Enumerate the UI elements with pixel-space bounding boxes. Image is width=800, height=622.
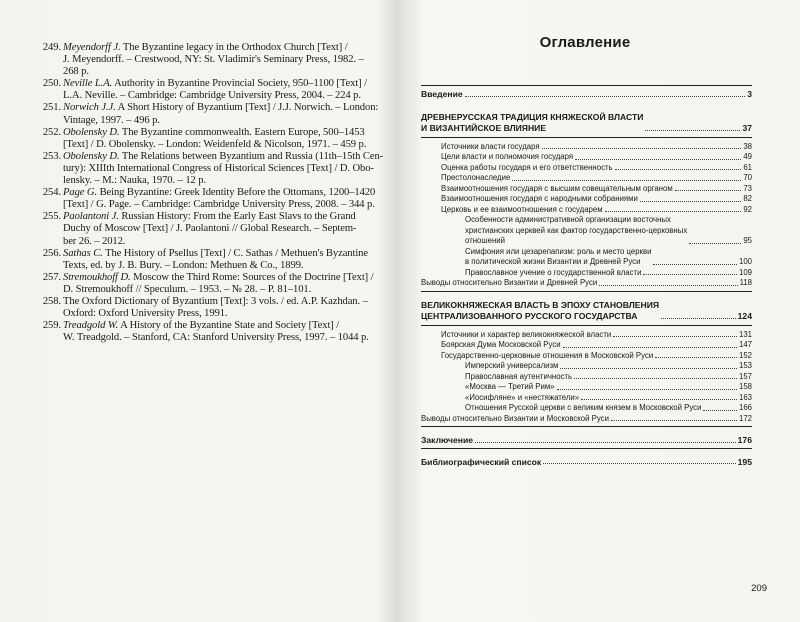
toc-entry-label: «Москва — Третий Рим»	[465, 382, 555, 391]
bibliography-entry	[33, 42, 395, 78]
bibliography-entry	[33, 272, 395, 296]
toc-leader	[643, 274, 737, 275]
toc-entry-label: Престолонаследие	[441, 173, 511, 182]
toc-leader	[575, 159, 741, 160]
toc-leader	[661, 318, 736, 319]
toc-subsection	[421, 247, 752, 268]
toc-entry-page: 95	[743, 236, 752, 245]
toc-section	[421, 205, 752, 216]
toc-entry-page: 70	[743, 173, 752, 182]
toc-entry-label: Отношения Русской церкви с великим князем в Московской Руси	[465, 403, 702, 412]
bibliography-entry	[33, 78, 395, 102]
toc-leader	[563, 347, 737, 348]
toc-leader	[543, 463, 735, 464]
toc-conclusion	[421, 435, 752, 446]
toc-entry-label: Имперский универсализм	[465, 361, 559, 370]
toc-bibliography	[421, 457, 752, 468]
toc-title: Оглавление	[539, 34, 631, 51]
toc-section	[421, 414, 752, 425]
entry-number: 249.	[42, 42, 61, 53]
toc-entry-label: Православная аутентичность	[465, 371, 573, 381]
bibliography-entry	[33, 187, 395, 211]
toc-bibliography-page: 195	[737, 456, 752, 467]
toc-leader	[640, 201, 741, 202]
toc-leader	[611, 420, 737, 421]
toc-section	[421, 173, 752, 184]
toc-leader	[615, 169, 742, 170]
entry-number: 250.	[42, 78, 61, 90]
toc-subsection	[421, 361, 752, 372]
toc-subsection	[421, 403, 752, 414]
chapter-1-conclusion-label: Выводы относительно Византии и Древней Руси	[421, 278, 598, 287]
toc-entry-page: 163	[738, 392, 752, 402]
toc-entry-label: Церковь и ее взаимоотношения с государем	[441, 204, 603, 214]
toc-leader	[645, 130, 740, 131]
toc-intro	[421, 89, 752, 100]
toc-entry-page: 73	[743, 183, 752, 193]
toc-leader	[655, 357, 737, 358]
toc-subsection	[421, 268, 752, 279]
toc-leader	[512, 180, 741, 181]
entry-number: 255.	[42, 211, 61, 223]
toc-entry-page: 92	[743, 204, 752, 214]
toc-section	[421, 194, 752, 205]
toc-subsection	[421, 215, 752, 247]
entry-author: Meyendorff J.	[63, 42, 121, 53]
entry-text: The Byzantine legacy in the Orthodox Church [Text] / J. Meyendorff. – Crestwood, NY: St. Vladimir's Seminary Press, 1982. – 268 p.	[63, 42, 364, 78]
toc-entry-label: Источники власти государя	[441, 141, 540, 151]
entry-number: 256.	[42, 247, 61, 259]
entry-text: Russian History: From the Early East Slavs to the Grand Duchy of Moscow [Text] / J. Paolantoni // Global Research. – Septem- ber 26. – 2012.	[63, 211, 357, 247]
chapter-2-conclusion-page: 172	[738, 413, 752, 423]
toc-entry-page: 166	[738, 403, 752, 412]
entry-number: 259.	[42, 320, 61, 332]
entry-text: The Relations between Byzantium and Russia (11th–15th Cen- tury): XIIIth International Congress of Historical Sciences [Text] / D. Obo- lensky. – M.: Nauka, 1970. – 12 p.	[63, 150, 384, 187]
toc-section	[421, 142, 752, 153]
entry-text: Authority in Byzantine Provincial Society, 950–1100 [Text] / L.A. Neville. – Cambridge: Cambridge University Press, 2004. – 224 p.	[63, 78, 367, 102]
toc-intro-label: Введение	[421, 89, 463, 99]
toc-entry-page: 131	[738, 329, 752, 339]
toc-leader	[675, 190, 742, 191]
toc-entry-label: Источники и характер великокняжеской власти	[441, 329, 612, 339]
chapter-2-subsections	[421, 361, 752, 414]
toc-leader	[599, 285, 737, 286]
toc-entry-page: 109	[738, 267, 752, 277]
toc-entry-label: Особенности административной организации восточных христианских церквей как фактор государственно-церковных отношений	[465, 215, 688, 245]
left-page	[0, 0, 398, 622]
chapter-1-sections	[421, 142, 752, 216]
entry-number: 257.	[42, 271, 61, 283]
toc-chapter-2	[421, 300, 752, 322]
toc-entry-page: 152	[738, 350, 752, 360]
toc-intro-page: 3	[747, 89, 752, 99]
entry-author: Obolensky D.	[63, 150, 120, 162]
entry-number: 254.	[42, 187, 61, 199]
entry-text: Being Byzantine: Greek Identity Before the Ottomans, 1200–1420 [Text] / G. Page. – Cambridge: Cambridge University Press, 2008. – 344 p.	[63, 187, 376, 211]
chapter-2-page: 124	[737, 311, 752, 321]
entry-author: Obolensky D.	[63, 126, 120, 138]
toc-section	[421, 340, 752, 351]
bibliography-entry	[33, 211, 395, 247]
entry-number: 251.	[42, 102, 61, 114]
toc-section	[421, 351, 752, 362]
chapter-1-conclusion-page: 118	[739, 278, 752, 287]
toc-entry-page: 49	[743, 152, 752, 161]
toc-subsection	[421, 382, 752, 393]
chapter-2-conclusion-label: Выводы относительно Византии и Московской Руси	[421, 413, 609, 423]
toc-subsection	[421, 372, 752, 383]
toc-entry-page: 153	[738, 361, 752, 370]
entry-author: Sathas C.	[63, 247, 103, 259]
toc-conclusion-page: 176	[737, 435, 752, 445]
entry-author: Neville L.A.	[63, 78, 113, 90]
chapter-1-page: 37	[742, 123, 752, 133]
toc-leader	[653, 264, 737, 265]
entry-text: The History of Psellus [Text] / C. Sathas / Methuen's Byzantine Texts, ed. by J. B. Bury. – London: Methuen & Co., 1899.	[63, 247, 368, 271]
toc-section	[421, 184, 752, 195]
toc-entry-label: «Иосифляне» и «нестяжатели»	[465, 392, 580, 402]
right-page	[400, 0, 800, 622]
toc-leader	[542, 148, 742, 149]
toc-entry-label: Государственно-церковные отношения в Московской Руси	[441, 350, 654, 360]
entry-author: Stremoukhoff D.	[63, 271, 131, 283]
toc-leader	[557, 389, 737, 390]
toc-entry-label: Цели власти и полномочия государя	[441, 152, 574, 161]
bibliography-list	[33, 42, 395, 344]
toc-entry-page: 82	[743, 194, 752, 203]
chapter-1-subsections	[421, 215, 752, 278]
toc-leader	[581, 399, 737, 400]
toc-entry-page: 38	[743, 141, 752, 151]
toc-bibliography-label: Библиографический список	[421, 456, 542, 467]
toc-subsection	[421, 393, 752, 404]
toc-entry-page: 158	[738, 382, 752, 391]
bibliography-entry	[33, 248, 395, 272]
toc-leader	[574, 378, 737, 379]
bibliography-entry	[33, 151, 395, 187]
toc-leader	[475, 442, 736, 443]
entry-author: Treadgold W.	[63, 320, 119, 332]
entry-text: A Short History of Byzantium [Text] / J.J. Norwich. – London: Vintage, 1997. – 496 p.	[63, 102, 379, 126]
toc-entry-label: Взаимоотношения государя с народными собраниями	[441, 194, 638, 203]
table-of-contents	[421, 85, 752, 467]
bibliography-entry	[33, 320, 395, 344]
toc-entry-label: Взаимоотношения государя с высшим совещательным органом	[441, 183, 673, 193]
entry-author: Norwich J.J.	[63, 102, 116, 114]
entry-text: Moscow the Third Rome: Sources of the Doctrine [Text] / D. Stremoukhoff // Speculum. – 1953. – № 28. – P. 81–101.	[63, 271, 374, 295]
toc-leader	[465, 96, 746, 97]
chapter-1-title: ДРЕВНЕРУССКАЯ ТРАДИЦИЯ КНЯЖЕСКОЙ ВЛАСТИ И ВИЗАНТИЙСКОЕ ВЛИЯНИЕ	[421, 111, 644, 133]
toc-entry-page: 157	[738, 371, 752, 381]
entry-author: Paolantoni J.	[63, 211, 119, 223]
toc-leader	[703, 410, 737, 411]
toc-conclusion-label: Заключение	[421, 435, 474, 445]
toc-section	[421, 152, 752, 163]
toc-rule	[421, 85, 752, 86]
entry-text: The Byzantine commonwealth. Eastern Europe, 500–1453 [Text] / D. Obolensky. – London: Weidenfeld & Nicolson, 1971. – 459 p.	[63, 126, 367, 150]
chapter-2-sections	[421, 330, 752, 362]
toc-entry-label: Оценка работы государя и его ответственность	[441, 162, 613, 172]
toc-leader	[613, 336, 737, 337]
toc-entry-label: Православное учение о государственной власти	[465, 267, 642, 277]
toc-chapter-1	[421, 112, 752, 134]
toc-section	[421, 278, 752, 289]
entry-number: 258.	[42, 295, 61, 307]
entry-text: The Oxford Dictionary of Byzantium [Text]: 3 vols. / ed. A.P. Kazhdan. – Oxford: Oxford University Press, 1991.	[63, 295, 368, 320]
chapter-2-title: ВЕЛИКОКНЯЖЕСКАЯ ВЛАСТЬ В ЭПОХУ СТАНОВЛЕНИЯ ЦЕНТРАЛИЗОВАННОГО РУССКОГО ГОСУДАРСТВА	[421, 299, 660, 321]
toc-leader	[560, 368, 737, 369]
toc-leader	[605, 211, 742, 212]
entry-text: A History of the Byzantine State and Society [Text] / W. Treadgold. – Stanford, CA: Stanford University Press, 1997. – 1044 p.	[63, 320, 369, 344]
toc-entry-page: 100	[738, 257, 752, 266]
bibliography-entry	[33, 127, 395, 151]
toc-entry-page: 147	[738, 340, 752, 349]
toc-entry-label: Боярская Дума Московской Руси	[441, 340, 561, 349]
entry-number: 252.	[42, 126, 61, 138]
entry-number: 253.	[42, 150, 61, 162]
entry-author: Page G.	[63, 187, 98, 199]
toc-section	[421, 163, 752, 174]
toc-entry-page: 61	[743, 162, 752, 172]
page-number: 209	[751, 583, 767, 594]
bibliography-entry	[33, 102, 395, 126]
toc-section	[421, 330, 752, 341]
bibliography-entry	[33, 296, 395, 320]
toc-leader	[689, 243, 741, 244]
toc-entry-label: Симфония или цезарепапизм: роль и место церкви в политической жизни Византии и Древней Руси	[465, 246, 652, 266]
